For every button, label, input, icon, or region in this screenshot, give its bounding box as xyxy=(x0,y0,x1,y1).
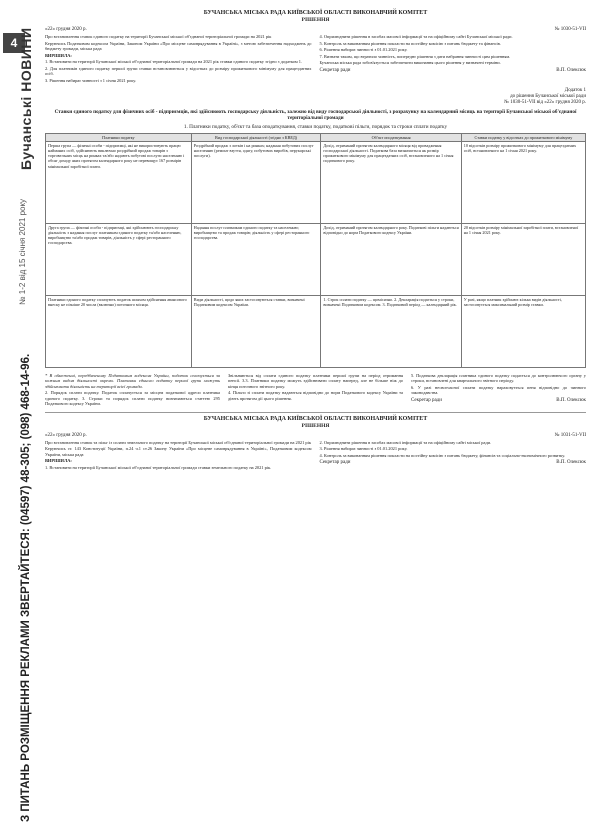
paragraph: Керуючись ст. 143 Конституції України, п.24 ч.1 ст.26 Закону України «Про місцеве самоврядування в Україні», Податковим кодексом України, міська рада xyxy=(45,446,312,457)
annex-label: Додаток 1 xyxy=(564,88,586,93)
decision-number: № 1031-51-VII xyxy=(554,432,586,438)
table-row xyxy=(46,141,586,223)
decision-date: «22» грудня 2020 р. xyxy=(45,432,87,438)
table-cell: Дохід, отриманий протягом календарного місяця від провадження господарської діяльності. Податкова база визначається як розмір прожиткового мінімуму для працездатних осіб, встановленого на 1 січня податкового року. xyxy=(321,141,461,223)
bottom-decision xyxy=(45,416,586,472)
top-decision xyxy=(45,10,586,84)
table-cell: Дохід, отриманий протягом календарного року. Податкові пільги надаються відповідно до норм Податкового кодексу України. xyxy=(321,223,461,295)
paragraph: Про встановлення ставок єдиного податку на території Бучанської міської об'єднаної територіальної громади на 2021 рік xyxy=(45,34,272,39)
paragraph: 3. Рішення набирає чинності з 1 січня 2021 року. xyxy=(45,77,137,83)
paragraph: 4. Контроль за виконанням рішення покласти на постійну комісію з питань бюджету, фінансів та соціально-економічного розвитку. xyxy=(319,452,566,458)
column-left xyxy=(45,440,312,472)
paragraph: * В обмеженні, передбаченому Податковим кодексом України, податок сплачується за кожним видом діяльності окремо. Платники єдиного податку першої групи можуть здійснювати діяльність на території всієї громади. xyxy=(45,372,220,389)
signer-name: В.П. Олексюк xyxy=(556,460,586,466)
council-heading: БУЧАНСЬКА МІСЬКА РАДА КИЇВСЬКОЇ ОБЛАСТІ ВИКОНАВЧИЙ КОМІТЕТ xyxy=(203,10,428,16)
table-cell: Надання послуг платникам єдиного податку та населенню; виробництво та продаж товарів; діяльність у сфері ресторанного господарства. xyxy=(191,223,321,295)
signature-line xyxy=(320,460,587,465)
annex-line: № 1030-51-VII від «22» грудня 2020 р. xyxy=(504,100,586,105)
signer-name: В.П. Олексюк xyxy=(556,67,586,73)
ad-contact-phones: З ПИТАНЬ РОЗМІЩЕННЯ РЕКЛАМИ ЗВЕРТАЙТЕСЯ: (04597) 48-305; (098) 468-14-96. xyxy=(20,353,32,822)
table-cell: 1. Строк сплати податку — щомісячно. 2. Декларація подається у строки, визначені Податковим кодексом. 3. Податковий період — календарний рік. xyxy=(321,295,461,367)
column-left xyxy=(45,34,312,84)
paragraph: Керуючись Податковим кодексом України, Законом України «Про місцеве самоврядування в Україні», з метою забезпечення надходжень до бюджету громади, міська рада xyxy=(45,40,312,51)
paragraph: 2. Оприлюднити рішення в засобах масової інформації та на офіційному сайті міської ради. xyxy=(319,439,492,445)
column-middle xyxy=(228,373,403,408)
signer-name: В.П. Олексюк xyxy=(556,397,586,403)
table-cell: Види діяльності, щодо яких застосовуються ставки, визначені Податковим кодексом України. xyxy=(191,295,321,367)
decision-kind: РІШЕННЯ xyxy=(301,422,330,429)
annex-line: до рішення Бучанської міської ради xyxy=(510,94,586,99)
signer-title: Секретар ради xyxy=(411,397,442,403)
paragraph: 2. Для платників єдиного податку першої групи ставки встановлюються у відсотках до розміру прожиткового мінімуму для працездатних осіб. xyxy=(45,65,312,76)
annex-section xyxy=(45,88,586,368)
annex-title: Ставки єдиного податку для фізичних осіб - підприємців, які здійснюють господарську діяльність, залежно від виду господарської діяльності, з розрахунку на календарний місяць на території Бучанської міської об'єднаної територіальної громади xyxy=(54,109,577,122)
paragraph: Звільняються від сплати єдиного податку платники першої групи на період отримання пенсії. 3.3. Платники податку можуть здійснювати сплату наперед, але не більше ніж до кінця поточного звітного року. xyxy=(228,372,403,389)
column-header: Об'єкт оподаткування xyxy=(321,133,461,141)
paragraph: 6. У разі несвоєчасної сплати податку нараховується пеня відповідно до чинного законодавства. xyxy=(411,384,586,396)
decision-number: № 1030-51-VII xyxy=(554,27,586,32)
paragraph: 1. Встановити на території Бучанської міської об'єднаної територіальної громади на 2021 рік ставки єдиного податку згідно з додатком 1. xyxy=(45,59,303,64)
column-right xyxy=(320,440,587,472)
column-right xyxy=(320,34,587,84)
table-header-row xyxy=(46,133,586,141)
table-cell: 20 відсотків розміру мінімальної заробітної плати, встановленої на 1 січня 2021 року. xyxy=(461,223,585,295)
signature-line xyxy=(320,68,587,73)
signature-line xyxy=(411,398,586,403)
left-sidebar xyxy=(0,0,36,831)
middle-text xyxy=(45,373,586,408)
paragraph: 1. Встановити на території Бучанської міської об'єднаної територіальної громади ставки земельного податку на 2021 рік. xyxy=(45,464,272,470)
page-content xyxy=(45,10,586,471)
table-cell: Роздрібний продаж з лотків і на ринках; надання побутових послуг населенню (ремонт взуття, одягу, побутових виробів, перукарські послуги). xyxy=(191,141,321,223)
column-right xyxy=(411,373,586,408)
table-row xyxy=(46,295,586,367)
paragraph: 6. Рішення набирає чинності з 01.01.2021 року. xyxy=(319,47,408,52)
table-cell: Друга група — фізичні особи - підприємці, які здійснюють господарську діяльність з надання послуг платникам єдиного податку та/або населенню, виробництво та/або продаж товарів, діяльність у сфері ресторанного господарства. xyxy=(46,223,192,295)
decision-date: «22» грудня 2020 р. xyxy=(45,27,87,32)
signer-title: Секретар ради xyxy=(319,67,351,73)
paragraph: 7. Визнати таким, що втратило чинність, попереднє рішення з дати набрання чинності цим рішенням. xyxy=(319,53,511,59)
dateline xyxy=(45,27,586,32)
paragraph: 5. Податкова декларація платника єдиного податку подається до контролюючого органу у строки, встановлені для квартального звітного періоду. xyxy=(411,372,586,384)
paragraph: Про встановлення ставок та пільг із сплати земельного податку на території Бучанської міської об'єднаної територіальної громади на 2021 рік xyxy=(45,439,311,445)
paragraph: 2. Порядок сплати податку. Податок сплачується за місцем податкової адреси платника єдиного податку. 3. Строки та порядок сплати податку визначаються статтею 295 Податкового кодексу України. xyxy=(45,390,220,407)
column-left xyxy=(45,373,220,408)
council-heading: БУЧАНСЬКА МІСЬКА РАДА КИЇВСЬКОЇ ОБЛАСТІ ВИКОНАВЧИЙ КОМІТЕТ xyxy=(203,415,428,422)
annex-subtitle: 1. Платники податку, об'єкт та база оподаткування, ставки податку, податкові пільги, порядок та строки сплати податку xyxy=(183,124,448,131)
decision-kind: РІШЕННЯ xyxy=(301,17,330,23)
middle-columns xyxy=(45,373,586,408)
column-header: Платники податку xyxy=(46,133,192,141)
paragraph: 3. Рішення набирає чинності з 01.01.2021 року. xyxy=(319,446,408,452)
paragraph: Бучанська міська рада зобов'язується забезпечити виконання цього рішення у визначені терміни. xyxy=(319,60,501,65)
signer-title: Секретар ради xyxy=(319,460,351,466)
table-cell: 10 відсотків розміру прожиткового мінімуму для працездатних осіб, встановленого на 1 січня 2021 року. xyxy=(461,141,585,223)
annex-reference xyxy=(45,88,586,106)
paragraph: 5. Контроль за виконанням рішення покласти на постійну комісію з питань бюджету та фінансів. xyxy=(319,40,501,46)
table-row xyxy=(46,223,586,295)
paragraph: 4. Пільги зі сплати податку надаються відповідно до норм Податкового кодексу України та діють протягом дії цього рішення. xyxy=(228,390,403,401)
column-header: Вид господарської діяльності (згідно з КВЕД) xyxy=(191,133,321,141)
dateline xyxy=(45,433,586,438)
issue-date: № 1-2 від 15 січня 2021 року xyxy=(18,198,27,305)
decision-columns xyxy=(45,34,586,84)
resolution-heading: ВИРІШИЛА: xyxy=(45,52,72,58)
decision-columns xyxy=(45,440,586,472)
page-number: 4 xyxy=(3,33,25,53)
newspaper-brand: Бучанські НОВИНИ xyxy=(18,27,34,170)
resolution-heading: ВИРІШИЛА: xyxy=(45,458,72,464)
table-cell: Платники єдиного податку сплачують податок шляхом здійснення авансового внеску не пізніше 20 числа (включно) поточного місяця. xyxy=(46,295,192,367)
paragraph: 4. Оприлюднити рішення в засобах масової інформації та на офіційному сайті Бучанської міської ради. xyxy=(319,34,513,39)
table-cell: У разі, якщо платник здійснює кілька видів діяльності, застосовується максимальний розмір ставки. xyxy=(461,295,585,367)
tax-rates-table xyxy=(45,133,586,368)
table-cell: Перша група — фізичні особи - підприємці, які не використовують працю найманих осіб, здійснюють виключно роздрібний продаж товарів з торговельних місць на ринках та/або надають побутові послуги населенню і обсяг доходу яких протягом календарного року не перевищує 167 розмірів мінімальної заробітної плати. xyxy=(46,141,192,223)
column-header: Ставки податку у відсотках до прожиткового мінімуму xyxy=(461,133,585,141)
section-divider xyxy=(45,412,586,413)
